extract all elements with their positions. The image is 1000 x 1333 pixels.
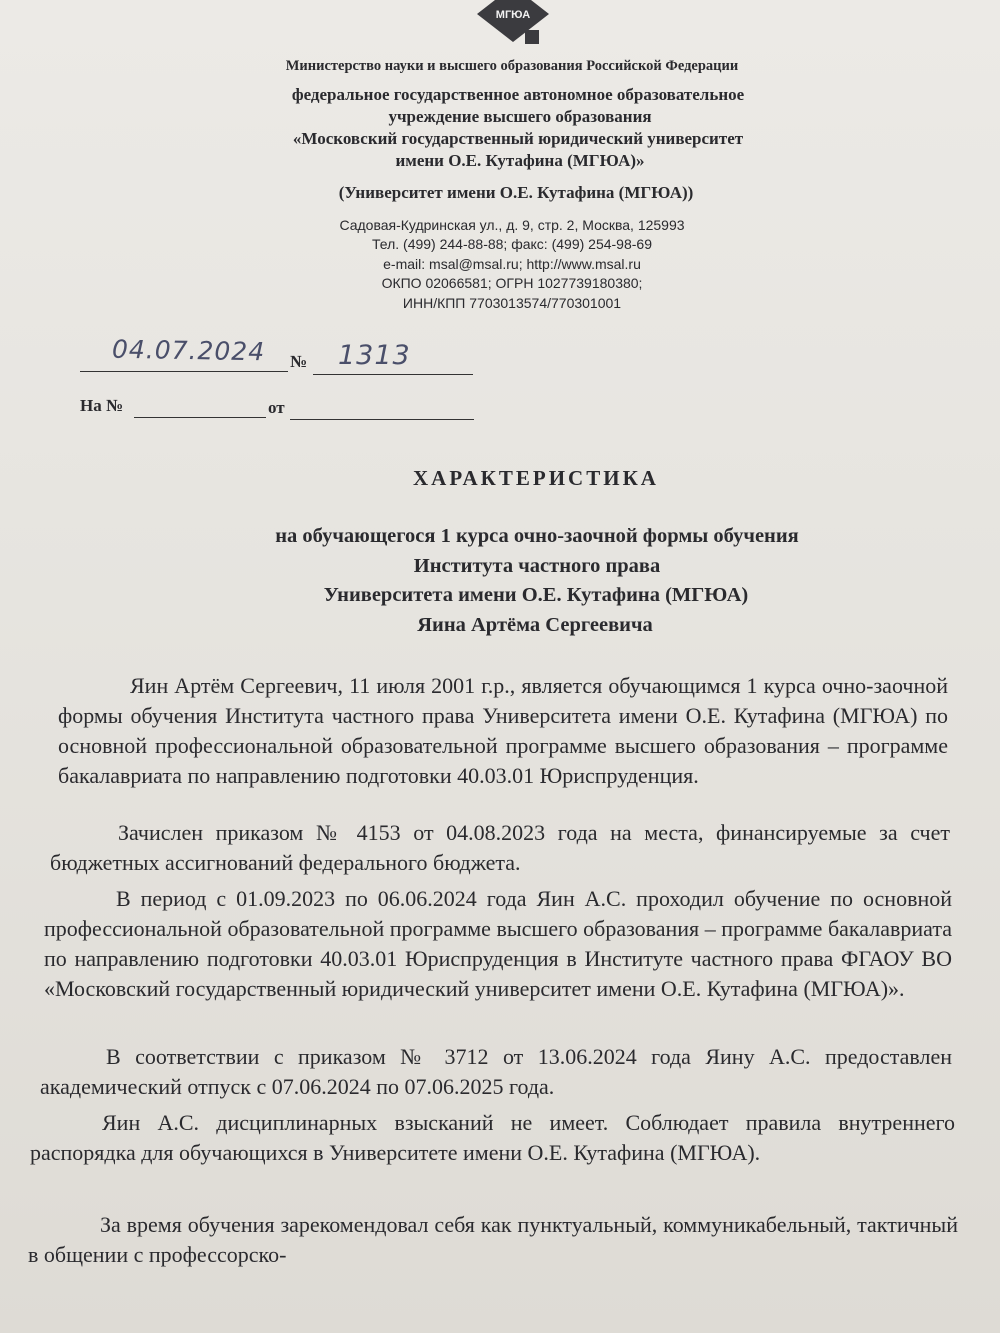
body-paragraph: За время обучения зарекомендовал себя как пунктуальный, коммуникабельный, тактичный в общении с профессорско- bbox=[28, 1212, 958, 1267]
handwritten-date: 04.07.2024 bbox=[111, 334, 266, 367]
address-line: Садовая-Кудринская ул., д. 9, стр. 2, Москва, 125993 bbox=[339, 217, 685, 233]
student-name: Яина Артёма Сергеевича bbox=[417, 614, 653, 636]
body-paragraph: Зачислен приказом № 4153 от 04.08.2023 года на места, финансируемые за счет бюджетных ассигнований федерального бюджета. bbox=[50, 820, 950, 875]
institution-line: имени О.Е. Кутафина (МГЮА)» bbox=[395, 151, 645, 170]
institution-line: «Московский государственный юридический университет bbox=[292, 129, 744, 148]
body-paragraph: Яин А.С. дисциплинарных взысканий не имеет. Соблюдает правила внутреннего распорядка для обучающихся в Университете имени О.Е. Кутафина (МГЮА). bbox=[30, 1110, 955, 1165]
institution-line: учреждение высшего образования bbox=[388, 107, 652, 126]
body-paragraph: Яин Артём Сергеевич, 11 июля 2001 г.р., является обучающимся 1 курса очно-заочной формы обучения Института частного права Университета имени О.Е. Кутафина (МГЮА) по основной профессиональной образовательной программе высшего образования – программе бакалавриата по направлению подготовки 40.03.01 Юриспруденция. bbox=[58, 673, 948, 788]
number-label: № bbox=[290, 352, 308, 371]
reference-number-line bbox=[134, 417, 266, 418]
subtitle-line: Института частного права bbox=[413, 555, 661, 577]
logo-text: МГЮА bbox=[495, 9, 531, 21]
contact-phone-line: Тел. (499) 244-88-88; факс: (499) 254-98-69 bbox=[372, 236, 652, 252]
handwritten-number: 1313 bbox=[338, 340, 411, 371]
ministry-name: Министерство науки и высшего образования Российской Федерации bbox=[285, 58, 739, 74]
contact-email-line: e-mail: msal@msal.ru; http://www.msal.ru bbox=[383, 256, 641, 272]
reference-label: На № bbox=[80, 396, 124, 415]
university-logo bbox=[473, 0, 553, 48]
body-paragraph: В период с 01.09.2023 по 06.06.2024 года Яин А.С. проходил обучение по основной профессиональной образовательной программе высшего образования – программе бакалавриата по направлению подготовки 40.03.01 Юриспруденция в Институте частного права ФГАОУ ВО «Московский государственный юридический университет имени О.Е. Кутафина (МГЮА)». bbox=[44, 886, 952, 1001]
subtitle-line: Университета имени О.Е. Кутафина (МГЮА) bbox=[323, 584, 749, 606]
institution-short-name: (Университет имени О.Е. Кутафина (МГЮА)) bbox=[338, 183, 694, 202]
body-paragraph: В соответствии с приказом № 3712 от 13.06.2024 года Яину А.С. предоставлен академический отпуск с 07.06.2024 по 07.06.2025 года. bbox=[40, 1044, 952, 1099]
institution-line: федеральное государственное автономное образовательное bbox=[291, 85, 745, 104]
document-title: ХАРАКТЕРИСТИКА bbox=[413, 466, 659, 490]
registration-codes-line: ОКПО 02066581; ОГРН 1027739180380; bbox=[381, 275, 643, 291]
reference-from-label: от bbox=[268, 398, 285, 417]
number-field-line bbox=[313, 374, 473, 375]
tax-codes-line: ИНН/КПП 7703013574/770301001 bbox=[402, 295, 622, 311]
reference-date-line bbox=[290, 419, 474, 420]
date-field-line bbox=[80, 371, 288, 372]
subtitle-line: на обучающегося 1 курса очно-заочной формы обучения bbox=[275, 525, 799, 547]
